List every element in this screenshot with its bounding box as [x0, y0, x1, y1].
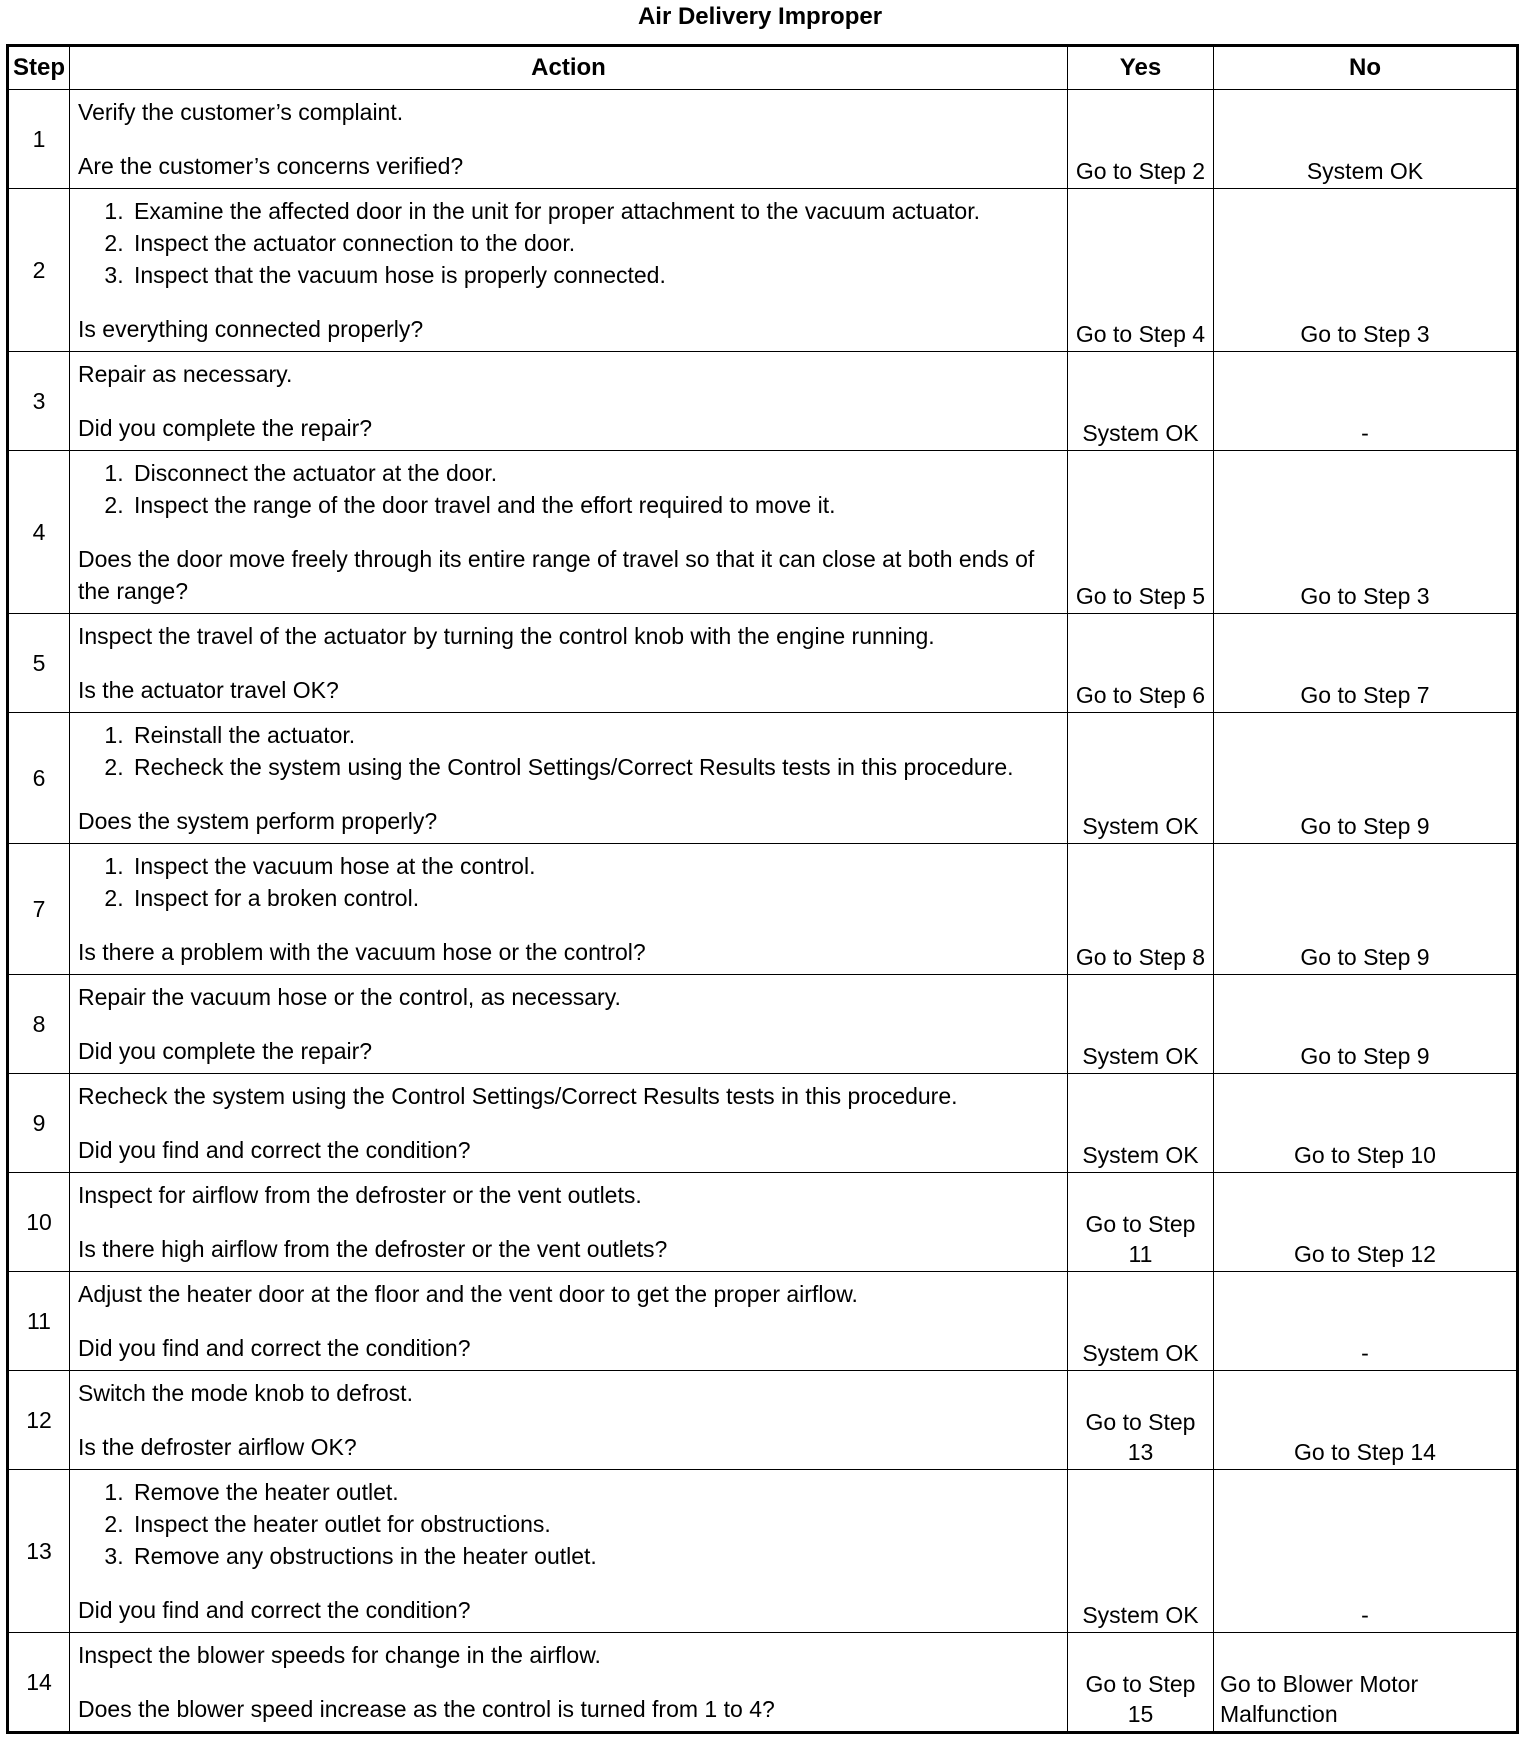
- step-number: 4: [8, 451, 70, 614]
- yes-result-text: Go to Step 8: [1075, 944, 1206, 970]
- action-cell: [70, 189, 1068, 352]
- action-instruction: Switch the mode knob to defrost.: [78, 1380, 413, 1406]
- table-row: [8, 1272, 1518, 1371]
- yes-result-text: Go to Step 4: [1075, 321, 1206, 347]
- step-number: 9: [8, 1074, 70, 1173]
- action-question: Is the actuator travel OK?: [78, 677, 339, 703]
- yes-result: [1068, 1272, 1214, 1371]
- yes-result: [1068, 1173, 1214, 1272]
- action-steps-list: [78, 1476, 1061, 1572]
- no-result: Go to Step 9: [1214, 975, 1518, 1074]
- table-row: [8, 975, 1518, 1074]
- yes-result-text: Go to Step 5: [1075, 583, 1206, 609]
- yes-result: [1068, 975, 1214, 1074]
- action-cell: [70, 1272, 1068, 1371]
- no-result: -: [1214, 1272, 1518, 1371]
- step-number: 1: [8, 90, 70, 189]
- no-result: Go to Step 3: [1214, 189, 1518, 352]
- action-cell: [70, 451, 1068, 614]
- action-question: Does the door move freely through its entire range of travel so that it can close at both ends of the range?: [78, 546, 1035, 604]
- step-number: 6: [8, 713, 70, 844]
- table-row: [8, 713, 1518, 844]
- table-row: [8, 352, 1518, 451]
- action-step-item: 2. Inspect for a broken control.: [130, 882, 1061, 914]
- action-cell: [70, 90, 1068, 189]
- yes-result: [1068, 1371, 1214, 1470]
- yes-result: [1068, 189, 1214, 352]
- action-cell: [70, 1173, 1068, 1272]
- action-step-item: 2. Inspect the range of the door travel and the effort required to move it.: [130, 489, 1061, 521]
- action-cell: [70, 352, 1068, 451]
- step-number: 10: [8, 1173, 70, 1272]
- yes-result-text: Go to Step 15: [1085, 1671, 1196, 1727]
- yes-result: [1068, 1633, 1214, 1733]
- action-question: Did you complete the repair?: [78, 415, 373, 441]
- yes-result: [1068, 713, 1214, 844]
- step-number: 2: [8, 189, 70, 352]
- action-instruction: Repair as necessary.: [78, 361, 293, 387]
- table-row: [8, 451, 1518, 614]
- action-question: Does the system perform properly?: [78, 808, 438, 834]
- action-step-item: 1. Disconnect the actuator at the door.: [130, 457, 1061, 489]
- yes-result-text: Go to Step 2: [1075, 158, 1206, 184]
- yes-result: [1068, 90, 1214, 189]
- action-step-item: 1. Remove the heater outlet.: [130, 1476, 1061, 1508]
- action-question: Did you find and correct the condition?: [78, 1335, 471, 1361]
- action-instruction: Inspect the travel of the actuator by turning the control knob with the engine running.: [78, 623, 935, 649]
- table-row: [8, 844, 1518, 975]
- table-row: [8, 1470, 1518, 1633]
- header-yes: Yes: [1068, 46, 1214, 90]
- action-instruction: Inspect the blower speeds for change in the airflow.: [78, 1642, 601, 1668]
- yes-result-text: System OK: [1082, 1043, 1199, 1069]
- action-steps-list: [78, 457, 1061, 521]
- step-number: 14: [8, 1633, 70, 1733]
- yes-result: [1068, 844, 1214, 975]
- no-result: Go to Step 10: [1214, 1074, 1518, 1173]
- yes-result-text: Go to Step 13: [1085, 1409, 1196, 1465]
- action-steps-list: [78, 195, 1061, 291]
- no-result: Go to Step 9: [1214, 844, 1518, 975]
- yes-result-text: System OK: [1082, 1340, 1199, 1366]
- action-cell: [70, 713, 1068, 844]
- action-instruction: Adjust the heater door at the floor and the vent door to get the proper airflow.: [78, 1281, 858, 1307]
- no-result: -: [1214, 352, 1518, 451]
- yes-result: [1068, 1470, 1214, 1633]
- action-question: Does the blower speed increase as the control is turned from 1 to 4?: [78, 1696, 775, 1722]
- yes-result-text: System OK: [1082, 813, 1199, 839]
- no-result: Go to Step 14: [1214, 1371, 1518, 1470]
- action-question: Did you find and correct the condition?: [78, 1597, 471, 1623]
- page-title: Air Delivery Improper: [637, 3, 883, 30]
- step-number: 8: [8, 975, 70, 1074]
- yes-result-text: System OK: [1082, 420, 1199, 446]
- yes-result-text: System OK: [1082, 1602, 1199, 1628]
- table-row: [8, 1074, 1518, 1173]
- action-cell: [70, 1633, 1068, 1733]
- yes-result-text: Go to Step 11: [1085, 1211, 1196, 1267]
- no-result: Go to Step 3: [1214, 451, 1518, 614]
- action-cell: [70, 975, 1068, 1074]
- table-row: [8, 1371, 1518, 1470]
- step-number: 3: [8, 352, 70, 451]
- action-cell: [70, 1371, 1068, 1470]
- table-row: [8, 90, 1518, 189]
- step-number: 7: [8, 844, 70, 975]
- action-step-item: 3. Remove any obstructions in the heater outlet.: [130, 1540, 1061, 1572]
- header-no: No: [1214, 46, 1518, 90]
- header-step: Step: [8, 46, 70, 90]
- table-row: [8, 1633, 1518, 1733]
- action-step-item: 1. Examine the affected door in the unit for proper attachment to the vacuum actuator.: [130, 195, 1061, 227]
- action-instruction: Inspect for airflow from the defroster or the vent outlets.: [78, 1182, 642, 1208]
- action-instruction: Verify the customer’s complaint.: [78, 99, 404, 125]
- table-row: [8, 614, 1518, 713]
- no-result: Go to Blower Motor Malfunction: [1214, 1633, 1518, 1733]
- no-result: -: [1214, 1470, 1518, 1633]
- action-question: Is there a problem with the vacuum hose or the control?: [78, 939, 646, 965]
- action-step-item: 2. Recheck the system using the Control Settings/Correct Results tests in this procedure.: [130, 751, 1061, 783]
- table-row: [8, 189, 1518, 352]
- action-step-item: 1. Inspect the vacuum hose at the control.: [130, 850, 1061, 882]
- action-steps-list: [78, 850, 1061, 914]
- no-result: Go to Step 9: [1214, 713, 1518, 844]
- no-result: System OK: [1214, 90, 1518, 189]
- yes-result: [1068, 352, 1214, 451]
- action-question: Did you complete the repair?: [78, 1038, 373, 1064]
- yes-result: [1068, 451, 1214, 614]
- action-cell: [70, 1074, 1068, 1173]
- yes-result-text: Go to Step 6: [1075, 682, 1206, 708]
- action-steps-list: [78, 719, 1061, 783]
- step-number: 11: [8, 1272, 70, 1371]
- action-question: Is everything connected properly?: [78, 316, 424, 342]
- step-number: 13: [8, 1470, 70, 1633]
- table-header-row: [8, 46, 1518, 90]
- action-step-item: 3. Inspect that the vacuum hose is properly connected.: [130, 259, 1061, 291]
- action-cell: [70, 614, 1068, 713]
- action-question: Is there high airflow from the defroster or the vent outlets?: [78, 1236, 668, 1262]
- action-cell: [70, 844, 1068, 975]
- no-result: Go to Step 7: [1214, 614, 1518, 713]
- action-instruction: Recheck the system using the Control Settings/Correct Results tests in this procedure.: [78, 1083, 958, 1109]
- table-row: [8, 1173, 1518, 1272]
- action-step-item: 2. Inspect the heater outlet for obstructions.: [130, 1508, 1061, 1540]
- action-step-item: 2. Inspect the actuator connection to the door.: [130, 227, 1061, 259]
- no-result: Go to Step 12: [1214, 1173, 1518, 1272]
- yes-result: [1068, 614, 1214, 713]
- yes-result: [1068, 1074, 1214, 1173]
- header-action: Action: [70, 46, 1068, 90]
- action-cell: [70, 1470, 1068, 1633]
- action-question: Are the customer’s concerns verified?: [78, 153, 464, 179]
- yes-result-text: System OK: [1082, 1142, 1199, 1168]
- step-number: 12: [8, 1371, 70, 1470]
- step-number: 5: [8, 614, 70, 713]
- action-instruction: Repair the vacuum hose or the control, as necessary.: [78, 984, 621, 1010]
- action-question: Did you find and correct the condition?: [78, 1137, 471, 1163]
- diagnostic-table: [6, 44, 1519, 1734]
- action-step-item: 1. Reinstall the actuator.: [130, 719, 1061, 751]
- table-body: [8, 90, 1518, 1733]
- action-question: Is the defroster airflow OK?: [78, 1434, 357, 1460]
